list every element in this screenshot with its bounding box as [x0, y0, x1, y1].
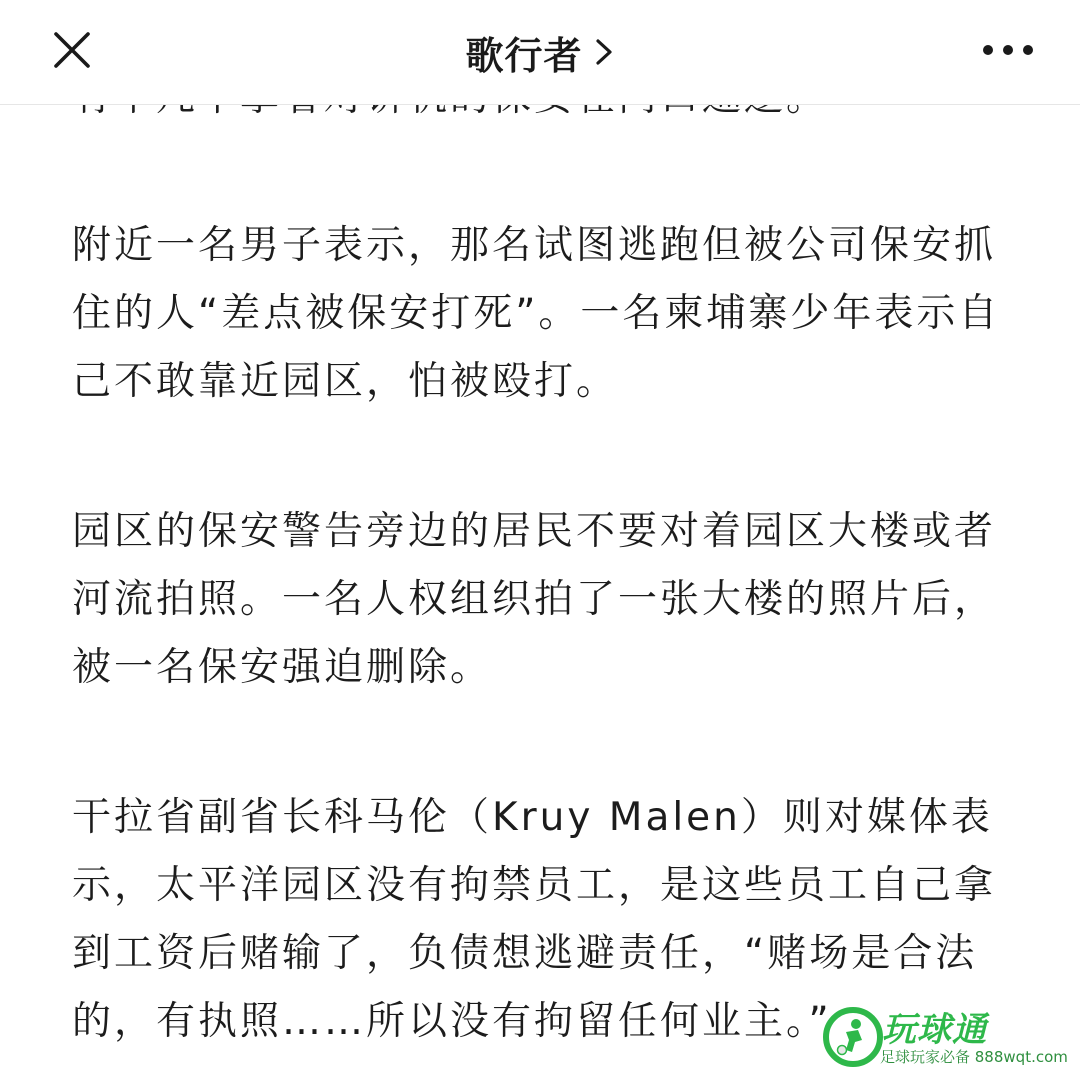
watermark	[822, 1000, 1068, 1076]
soccer-player-logo-icon	[822, 1006, 884, 1068]
chevron-right-icon	[593, 37, 615, 67]
paragraph-1: 附近一名男子表示，那名试图逃跑但被公司保安抓住的人“差点被保安打死”。一名柬埔寨少年表示自己不敢靠近园区，怕被殴打。	[72, 223, 1001, 404]
article-body	[72, 64, 1032, 1056]
paragraph-2: 园区的保安警告旁边的居民不要对着园区大楼或者河流拍照。一名人权组织拍了一张大楼的照片后，被一名保安强迫删除。	[72, 509, 997, 690]
watermark-slogan: 足球玩家必备 888wqt.com	[880, 1048, 1068, 1066]
top-navigation-bar	[0, 0, 1080, 105]
account-title-link[interactable]	[0, 22, 1080, 82]
paragraph-3: 干拉省副省长科马伦（Kruy Malen）则对媒体表示，太平洋园区没有拘禁员工，是这些员工自己拿到工资后赌输了，负债想逃避责任，“赌场是合法的，有执照……所以没有拘留任何业主。”	[72, 795, 997, 1044]
more-horizontal-icon	[980, 30, 1036, 70]
page-title: 歌行者	[465, 33, 583, 78]
watermark-brand: 玩球通	[882, 1010, 987, 1050]
more-options-button[interactable]	[980, 30, 1036, 70]
